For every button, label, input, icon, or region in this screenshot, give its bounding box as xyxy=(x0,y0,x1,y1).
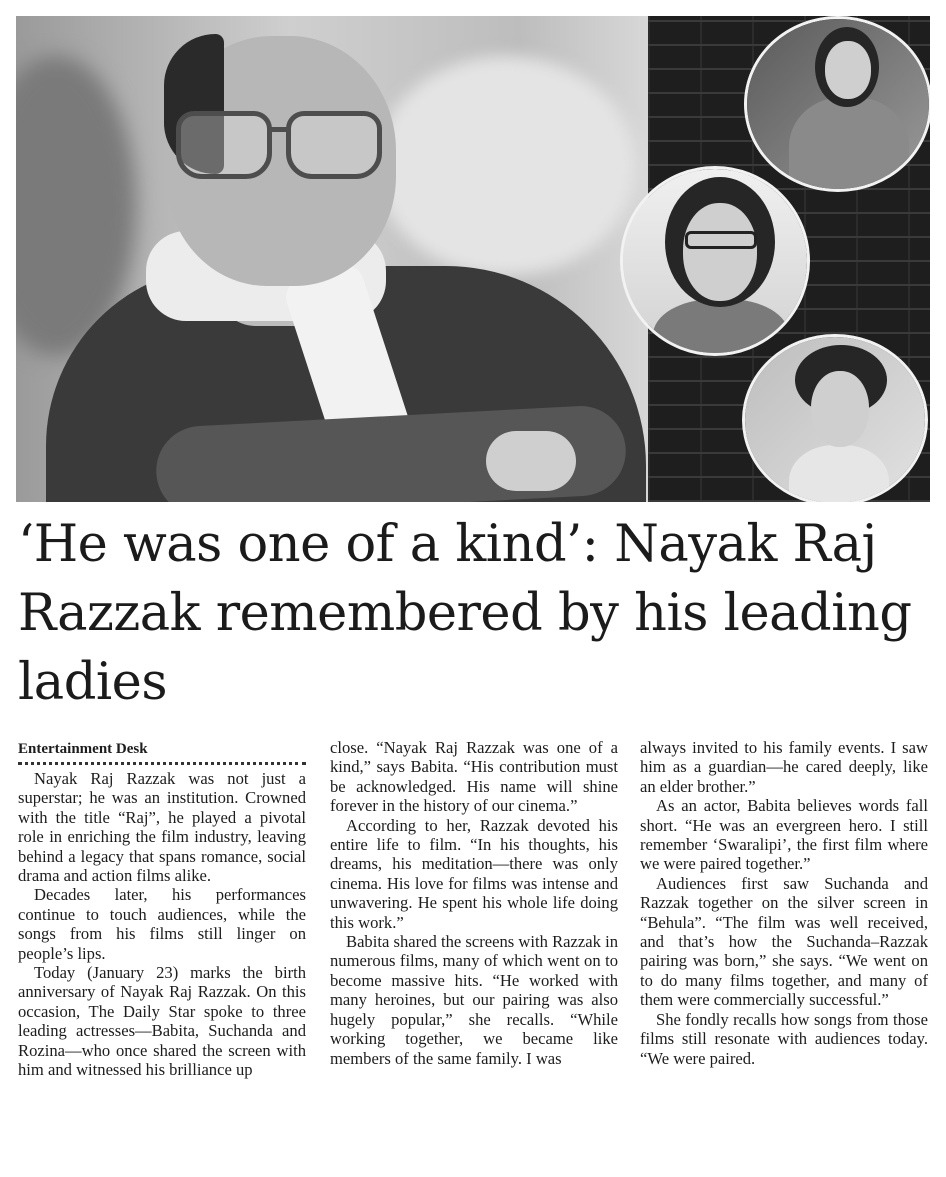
inset-portraits-panel xyxy=(648,16,930,502)
inset-portrait-2 xyxy=(620,166,810,356)
article-column-1 xyxy=(18,741,306,1080)
paragraph: always invited to his family events. I saw him as a guardian—he cared deeply, like an elder brother.” xyxy=(640,738,928,796)
inset-portrait-1 xyxy=(744,16,930,192)
paragraph: As an actor, Babita believes words fall short. “He was an evergreen hero. I still remember ‘Swaralipi’, the first film where we were paired together.” xyxy=(640,796,928,874)
byline: Entertainment Desk xyxy=(18,741,306,765)
paragraph: She fondly recalls how songs from those films still resonate with audiences today. “We were paired. xyxy=(640,1009,928,1068)
paragraph: Decades later, his performances continue to touch audiences, while the songs from his films still linger on people’s lips. xyxy=(18,885,306,963)
article-column-2 xyxy=(330,738,618,1068)
headline: ‘He was one of a kind’: Nayak Raj Razzak remembered by his leading ladies xyxy=(18,515,912,712)
paragraph: Nayak Raj Razzak was not just a superstar; he was an institution. Crowned with the title “Raj”, he played a pivotal role in enriching the film industry, leaving behind a legacy that spans romance, social drama and action films alike. xyxy=(18,769,306,886)
inset-portrait-3 xyxy=(742,334,928,502)
main-portrait-photo xyxy=(16,16,648,502)
paragraph: Babita shared the screens with Razzak in numerous films, many of which went on to become massive hits. “He worked with many heroines, but our pairing was also hugely popular,” she recalls. “While working together, we became like members of the same family. I was xyxy=(330,932,618,1068)
paragraph: Today (January 23) marks the birth anniversary of Nayak Raj Razzak. On this occasion, The Daily Star spoke to three leading actresses—Babita, Suchanda and Rozina—who once shared the screen with him and witnessed his brilliance up xyxy=(18,963,306,1080)
hero-photo xyxy=(16,16,930,502)
paragraph: According to her, Razzak devoted his entire life to film. “In his thoughts, his dreams, his meditation—there was only cinema. His love for films was intense and unwavering. He spent his whole life doing this work.” xyxy=(330,815,618,932)
paragraph: close. “Nayak Raj Razzak was one of a kind,” says Babita. “His contribution must be acknowledged. His name will shine forever in the history of our cinema.” xyxy=(330,738,618,816)
article-column-3 xyxy=(640,738,928,1068)
paragraph: Audiences first saw Suchanda and Razzak together on the silver screen in “Behula”. “The film was well received, and that’s how the Suchanda–Razzak pairing was born,” she says. “We went on to do many films together, and many of them were commercially successful.” xyxy=(640,873,928,1010)
